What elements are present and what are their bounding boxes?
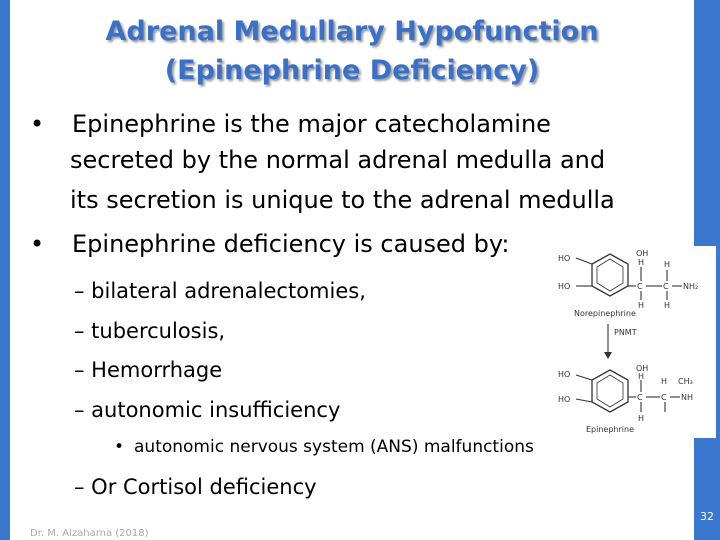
bullet-1-line-2: secreted by the normal adrenal medulla and bbox=[70, 146, 606, 174]
bullet-marker: • bbox=[30, 230, 45, 258]
label-h: H bbox=[664, 260, 671, 269]
sub-item: – tuberculosis, bbox=[74, 319, 226, 343]
norepinephrine-ring-inner bbox=[597, 259, 623, 291]
epinephrine-benzene-ring bbox=[592, 370, 628, 412]
label-c: C bbox=[663, 282, 669, 291]
bullet-marker: • bbox=[30, 110, 45, 138]
bond bbox=[576, 399, 592, 402]
epinephrine-ring-inner bbox=[597, 375, 623, 407]
label-ch3: CH₃ bbox=[678, 377, 693, 386]
title-line-1: Adrenal Medullary Hypofunction bbox=[105, 16, 599, 47]
sub-item: – autonomic insufficiency bbox=[74, 398, 341, 422]
label-ho: HO bbox=[558, 282, 571, 291]
label-c: C bbox=[661, 393, 667, 402]
enzyme-label: PNMT bbox=[614, 328, 637, 337]
catecholamine-structure-diagram bbox=[548, 246, 716, 438]
label-oh: OH bbox=[636, 249, 649, 258]
label-h: H bbox=[638, 301, 645, 310]
norepinephrine-label: Norepinephrine bbox=[574, 309, 636, 318]
sub-sub-marker: • bbox=[114, 437, 125, 457]
slide-title bbox=[10, 12, 694, 90]
sub-sub-item: autonomic nervous system (ANS) malfunctions bbox=[134, 437, 534, 457]
label-ho: HO bbox=[558, 395, 571, 404]
page-number: 32 bbox=[700, 510, 714, 523]
reaction-arrow-head bbox=[604, 352, 612, 359]
title-line-2: (Epinephrine Deficiency) bbox=[164, 55, 540, 86]
label-nh: NH bbox=[681, 393, 693, 402]
bullet-1-line-1: Epinephrine is the major catecholamine bbox=[72, 110, 551, 138]
bullet-2-line-1: Epinephrine deficiency is caused by: bbox=[72, 230, 510, 258]
epinephrine-label: Epinephrine bbox=[586, 425, 634, 434]
sub-item: – bilateral adrenalectomies, bbox=[74, 279, 366, 303]
last-sub-item: – Or Cortisol deficiency bbox=[74, 475, 317, 499]
label-nh2: NH₂ bbox=[683, 282, 699, 291]
bond bbox=[576, 258, 592, 264]
label-h: H bbox=[638, 414, 645, 423]
footer-author: Dr. M. Alzaharna (2018) bbox=[30, 528, 149, 539]
sub-item: – Hemorrhage bbox=[74, 358, 223, 382]
norepinephrine-benzene-ring bbox=[592, 254, 628, 296]
label-h: H bbox=[638, 258, 645, 267]
label-ho: HO bbox=[558, 370, 571, 379]
label-c: C bbox=[637, 282, 643, 291]
label-h: H bbox=[638, 372, 645, 381]
label-ho: HO bbox=[558, 254, 571, 263]
bond bbox=[576, 375, 592, 380]
bullet-1-line-3: its secretion is unique to the adrenal medulla bbox=[70, 186, 615, 214]
label-h: H bbox=[664, 301, 671, 310]
slide bbox=[10, 0, 699, 540]
structure-svg bbox=[548, 246, 716, 438]
label-h: H bbox=[661, 377, 668, 386]
label-c: C bbox=[637, 393, 643, 402]
label-oh: OH bbox=[636, 364, 649, 373]
